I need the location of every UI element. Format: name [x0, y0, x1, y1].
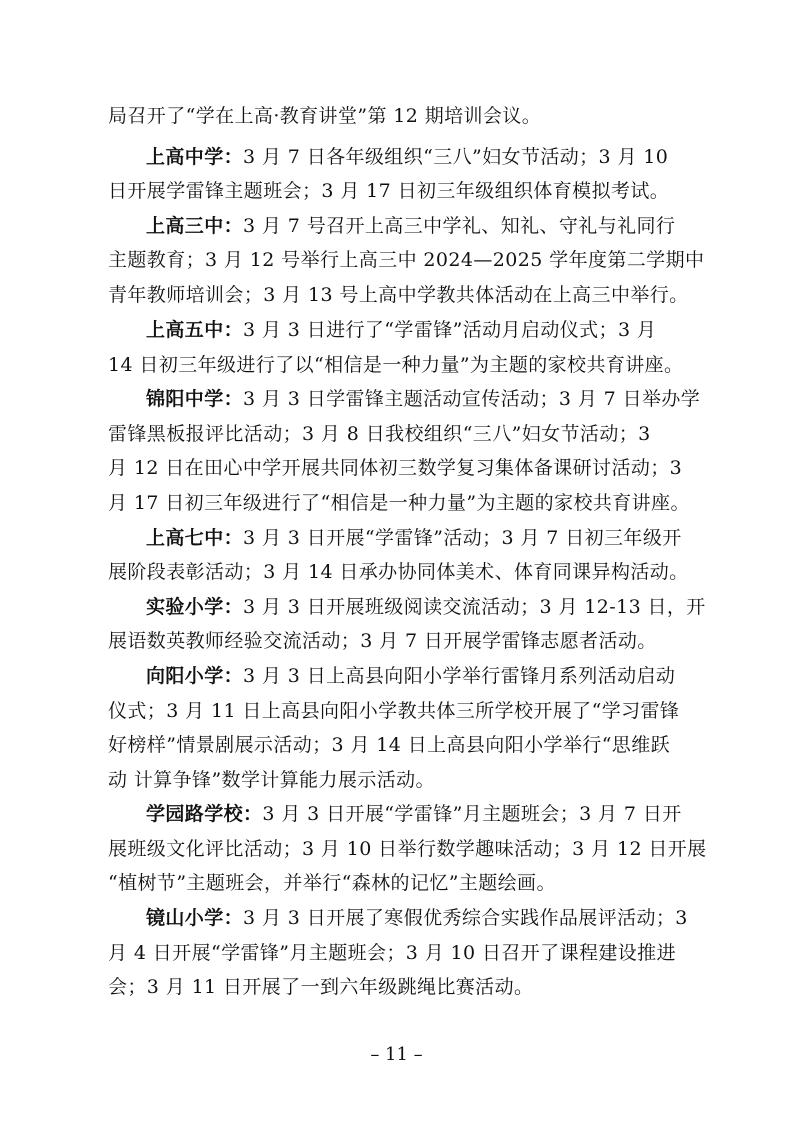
- section-xueyuanlu-xuexiao-line-1: 学园路学校：3 月 3 日开展“学雷锋”月主题班会；3 月 7 日开: [146, 803, 682, 825]
- section-shanggao-qizhong-line-1: 上高七中：3 月 3 日开展“学雷锋”活动；3 月 7 日初三年级开: [146, 527, 682, 549]
- section-shanggao-wuzhong-line-1: 上高五中：3 月 3 日进行了“学雷锋”活动月启动仪式；3 月: [146, 319, 657, 341]
- school-label: 上高三中：: [146, 215, 244, 237]
- school-label: 锦阳中学：: [146, 388, 244, 410]
- school-label: 上高五中：: [146, 319, 244, 341]
- section-shanggao-wuzhong-line-2: 14 日初三年级进行了以“相信是一种力量”为主题的家校共育讲座。: [108, 354, 684, 376]
- section-jinyang-zhongxue-line-2: 雷锋黑板报评比活动；3 月 8 日我校组织“三八”妇女节活动；3: [108, 423, 651, 445]
- page-number: – 11 –: [370, 1044, 423, 1065]
- section-xiangyang-xiaoxue-line-2: 仪式；3 月 11 日上高县向阳小学教共体三所学校开展了“学习雷锋: [108, 700, 680, 722]
- intro-line: 局召开了“学在上高·教育讲堂”第 12 期培训会议。: [108, 105, 542, 127]
- school-label: 上高中学：: [146, 146, 244, 168]
- section-shanggao-qizhong-line-2: 展阶段表彰活动；3 月 14 日承办协同体美术、体育同课异构活动。: [108, 561, 689, 583]
- section-jinyang-zhongxue-line-4: 月 17 日初三年级进行了“相信是一种力量”为主题的家校共育讲座。: [108, 492, 690, 514]
- section-jingshan-xiaoxue-line-1: 镜山小学：3 月 3 日开展了寒假优秀综合实践作品展评活动；3: [146, 907, 688, 929]
- school-label: 向阳小学：: [146, 665, 244, 687]
- section-shanggao-zhongxue-line-2: 日开展学雷锋主题班会；3 月 17 日初三年级组织体育模拟考试。: [108, 180, 670, 202]
- section-xiangyang-xiaoxue-line-4: 动 计算争锋”数学计算能力展示活动。: [108, 769, 435, 791]
- section-shiyan-xiaoxue-line-1: 实验小学：3 月 3 日开展班级阅读交流活动；3 月 12-13 日，开: [146, 596, 706, 618]
- school-label: 镜山小学：: [146, 907, 244, 929]
- school-label: 实验小学：: [146, 596, 244, 618]
- section-jingshan-xiaoxue-line-3: 会；3 月 11 日开展了一到六年级跳绳比赛活动。: [108, 976, 534, 998]
- section-xiangyang-xiaoxue-line-1: 向阳小学：3 月 3 日上高县向阳小学举行雷锋月系列活动启动: [146, 665, 676, 687]
- section-shanggao-zhongxue-line-1: 上高中学：3 月 7 日各年级组织“三八”妇女节活动；3 月 10: [146, 146, 669, 168]
- section-shiyan-xiaoxue-line-2: 展语数英教师经验交流活动；3 月 7 日开展学雷锋志愿者活动。: [108, 630, 657, 652]
- section-shanggao-sanzhong-line-1: 上高三中：3 月 7 号召开上高三中学礼、知礼、守礼与礼同行: [146, 215, 676, 237]
- section-jingshan-xiaoxue-line-2: 月 4 日开展“学雷锋”月主题班会；3 月 10 日召开了课程建设推进: [108, 942, 676, 964]
- school-label: 学园路学校：: [146, 803, 263, 825]
- section-xiangyang-xiaoxue-line-3: 好榜样”情景剧展示活动；3 月 14 日上高县向阳小学举行“思维跃: [108, 734, 671, 756]
- section-jinyang-zhongxue-line-3: 月 12 日在田心中学开展共同体初三数学复习集体备课研讨活动；3: [108, 457, 683, 479]
- section-shanggao-sanzhong-line-2: 主题教育；3 月 12 号举行上高三中 2024—2025 学年度第二学期中: [108, 249, 705, 271]
- section-shanggao-sanzhong-line-3: 青年教师培训会；3 月 13 号上高中学教共体活动在上高三中举行。: [108, 284, 689, 306]
- school-label: 上高七中：: [146, 527, 244, 549]
- section-jinyang-zhongxue-line-1: 锦阳中学：3 月 3 日学雷锋主题活动宣传活动；3 月 7 日举办学: [146, 388, 701, 410]
- section-xueyuanlu-xuexiao-line-3: “植树节”主题班会，并举行“森林的记忆”主题绘画。: [108, 872, 556, 894]
- section-xueyuanlu-xuexiao-line-2: 展班级文化评比活动；3 月 10 日举行数学趣味活动；3 月 12 日开展: [108, 838, 707, 860]
